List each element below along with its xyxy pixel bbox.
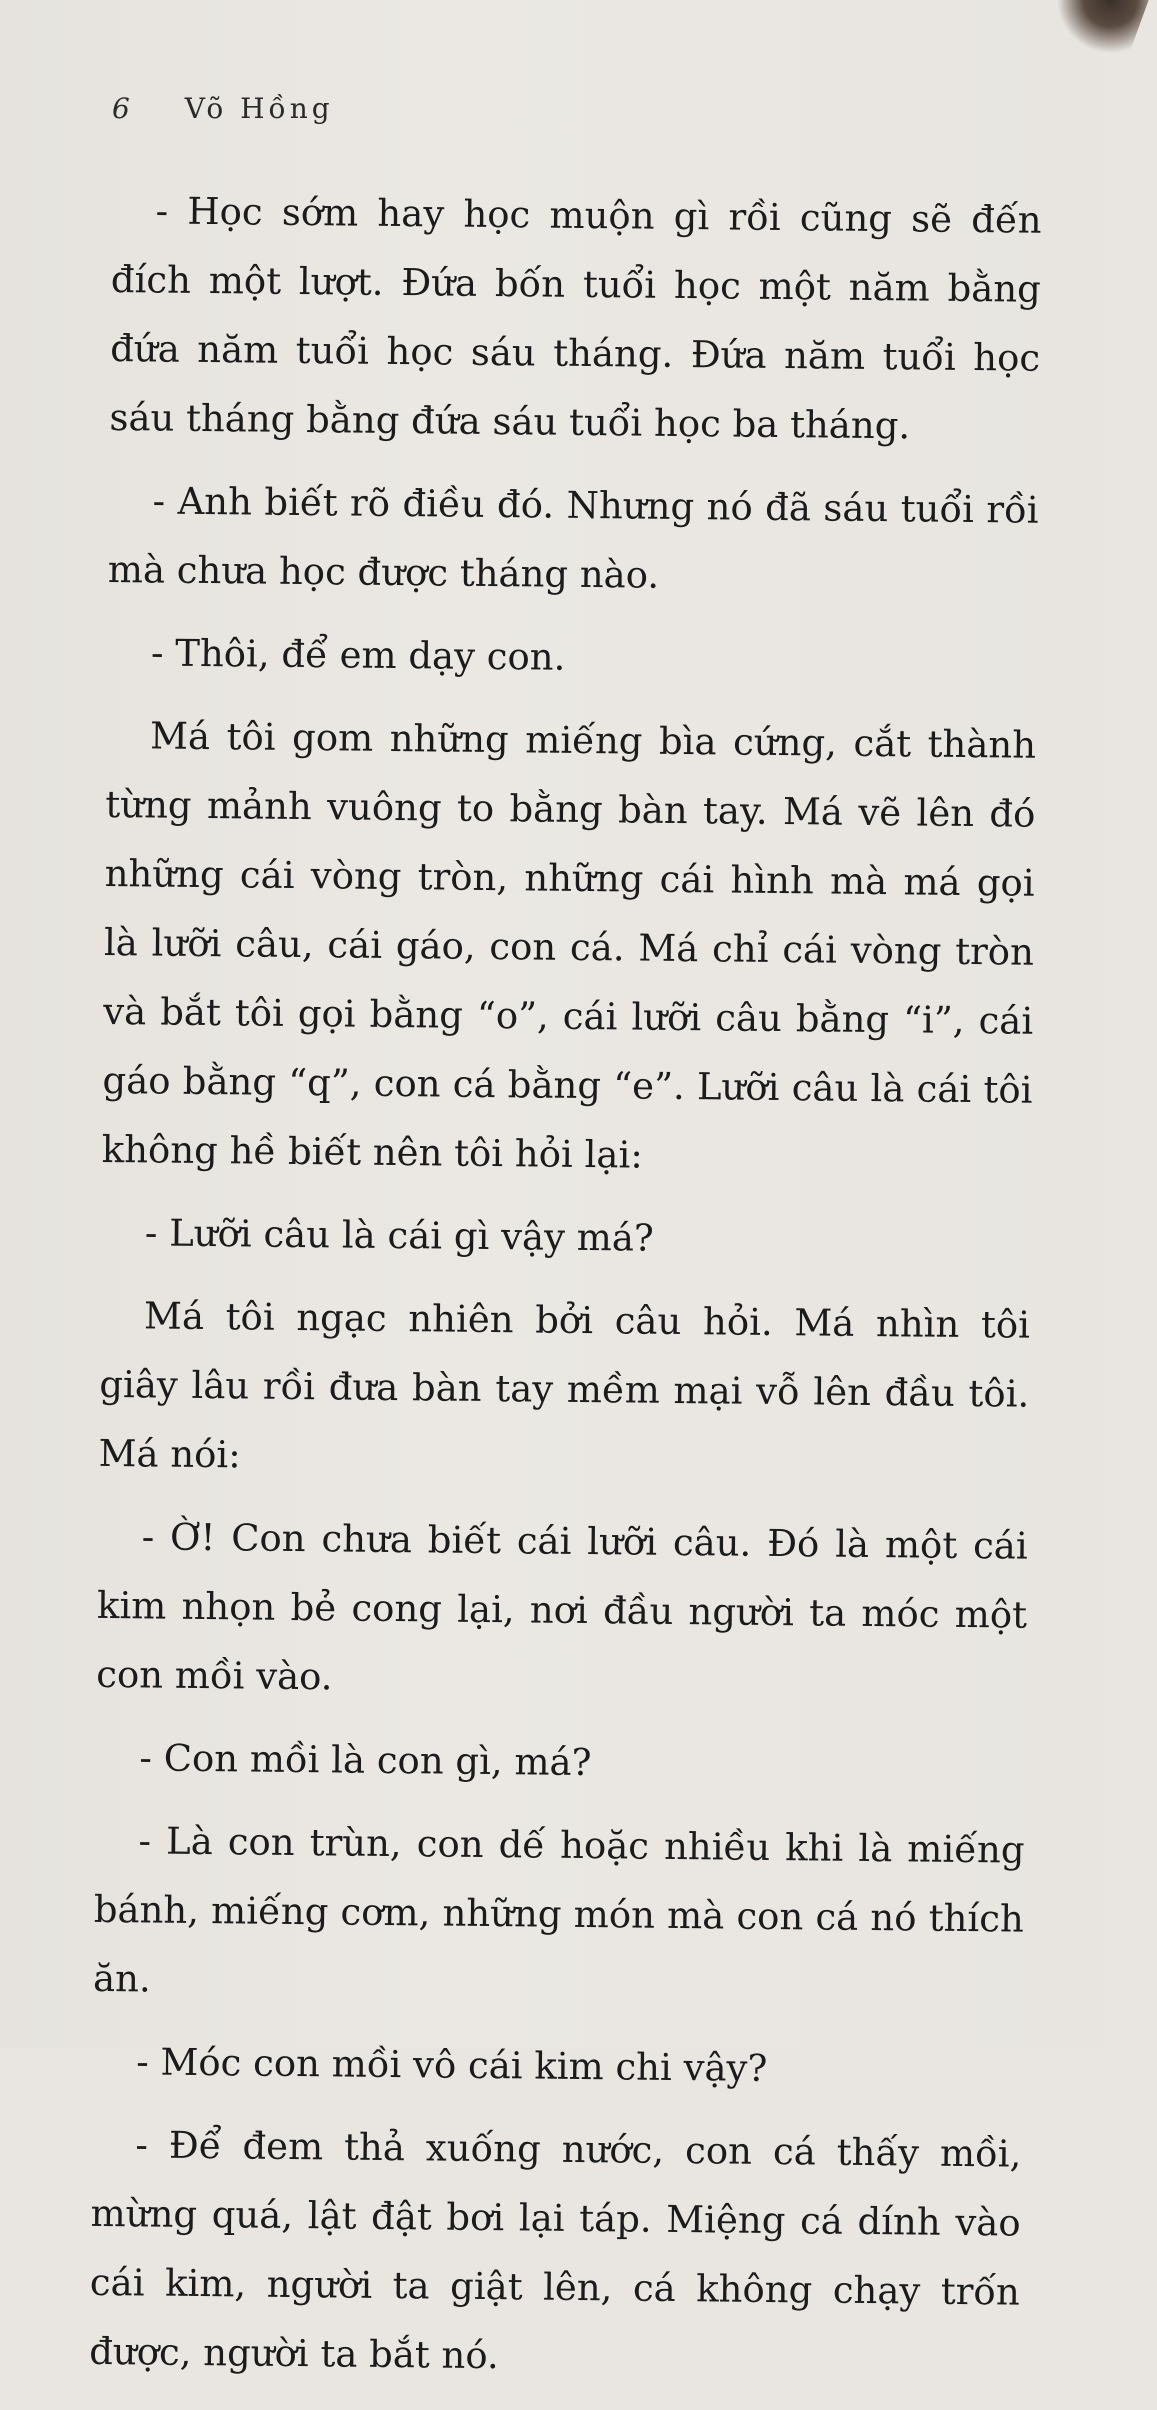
paragraph: - Thôi, để em dạy con. [150,631,566,679]
paragraph: - Học sớm hay học muộn gì rồi cũng sẽ đến đích một lượt. Đứa bốn tuổi học một năm bằng đứa năm tuổi học sáu tháng. Đứa năm tuổi học sáu tháng bằng đứa sáu tuổi học ba tháng. [109,189,1042,448]
paragraph: - Ờ! Con chưa biết cái lưỡi câu. Đó là một cái kim nhọn bẻ cong lại, nơi đầu người ta móc một con mồi vào. [96,1515,1028,1699]
paragraph: - Là con trùn, con dế hoặc nhiều khi là miếng bánh, miếng cơm, những món mà con cá nó thích ăn. [92,1819,1025,2001]
paragraph: - Anh biết rõ điều đó. Nhưng nó đã sáu tuổi rồi mà chưa học được tháng nào. [107,479,1039,597]
paragraph: - Móc con mồi vô cái kim chi vậy? [136,2040,768,2090]
running-header [112,92,334,125]
author-name: Võ Hồng [184,92,334,125]
page-number: 6 [112,92,134,125]
paragraph: - Để đem thả xuống nước, con cá thấy mồi, mừng quá, lật đật bơi lại táp. Miệng cá dính vào cái kim, người ta giật lên, cá không chạy trốn được, người ta bắt nó. [88,2123,1022,2378]
body-text [89,176,1042,2410]
paragraph: - Con mồi là con gì, má? [139,1736,592,1785]
paragraph: - Lưỡi câu là cái gì vậy má? [144,1211,654,1260]
paragraph: Má tôi gom những miếng bìa cứng, cắt thành từng mảnh vuông to bằng bàn tay. Má vẽ lên đó những cái vòng tròn, những cái hình mà má gọi là lưỡi câu, cái gáo, con cá. Má chỉ cái vòng tròn và bắt tôi gọi bằng “o”, cái lưỡi câu bằng “i”, cái gáo bằng “q”, con cá bằng “e”. Lưỡi câu là cái tôi không hề biết nên tôi hỏi lại: [101,714,1037,1177]
paragraph: Má tôi ngạc nhiên bởi câu hỏi. Má nhìn tôi giây lâu rồi đưa bàn tay mềm mại vỗ lên đầu tôi. Má nói: [98,1294,1031,1477]
page-corner-shadow [1041,0,1156,63]
